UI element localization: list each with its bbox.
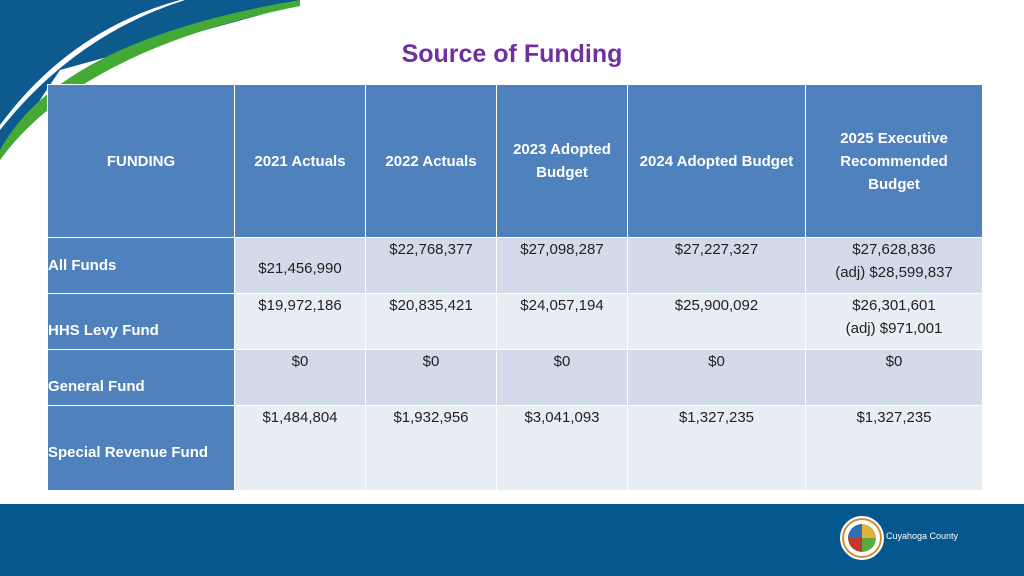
table-cell: $1,484,804 [235, 406, 366, 491]
table-cell: $3,041,093 [497, 406, 628, 491]
table-row [48, 350, 983, 406]
cell-value: $27,628,836 [852, 241, 936, 258]
table-row [48, 238, 983, 294]
table-cell: $1,932,956 [366, 406, 497, 491]
cell-value: $26,301,601 [852, 297, 936, 314]
table-cell: $21,456,990 [235, 238, 366, 294]
table-row [48, 406, 983, 491]
column-header: 2021 Actuals [235, 85, 366, 238]
table-cell: $1,327,235 [628, 406, 806, 491]
table-cell [806, 238, 983, 294]
column-header: FUNDING [48, 85, 235, 238]
row-label: All Funds [48, 238, 235, 294]
county-name: Cuyahoga County [886, 531, 959, 541]
cell-adjusted-value: (adj) $28,599,837 [835, 264, 953, 281]
column-header: 2024 Adopted Budget [628, 85, 806, 238]
table-cell: $24,057,194 [497, 294, 628, 350]
table-cell: $19,972,186 [235, 294, 366, 350]
column-header: 2023 Adopted Budget [497, 85, 628, 238]
table-cell: $1,327,235 [806, 406, 983, 491]
row-label: Special Revenue Fund [48, 406, 235, 491]
row-label: HHS Levy Fund [48, 294, 235, 350]
funding-table [47, 84, 983, 491]
table-cell: $0 [628, 350, 806, 406]
table-cell [806, 294, 983, 350]
table-row [48, 294, 983, 350]
table-cell: $0 [235, 350, 366, 406]
row-label: General Fund [48, 350, 235, 406]
table-cell: $0 [366, 350, 497, 406]
table-cell: $0 [806, 350, 983, 406]
county-seal-icon [840, 516, 884, 560]
page-title: Source of Funding [401, 40, 623, 68]
table-cell: $22,768,377 [366, 238, 497, 294]
table-header-row [48, 85, 983, 238]
table-cell: $20,835,421 [366, 294, 497, 350]
cell-adjusted-value: (adj) $971,001 [845, 320, 943, 337]
table-cell: $25,900,092 [628, 294, 806, 350]
table-cell: $27,227,327 [628, 238, 806, 294]
table-cell: $0 [497, 350, 628, 406]
table-cell: $27,098,287 [497, 238, 628, 294]
column-header: 2025 Executive Recommended Budget [806, 85, 983, 238]
column-header: 2022 Actuals [366, 85, 497, 238]
